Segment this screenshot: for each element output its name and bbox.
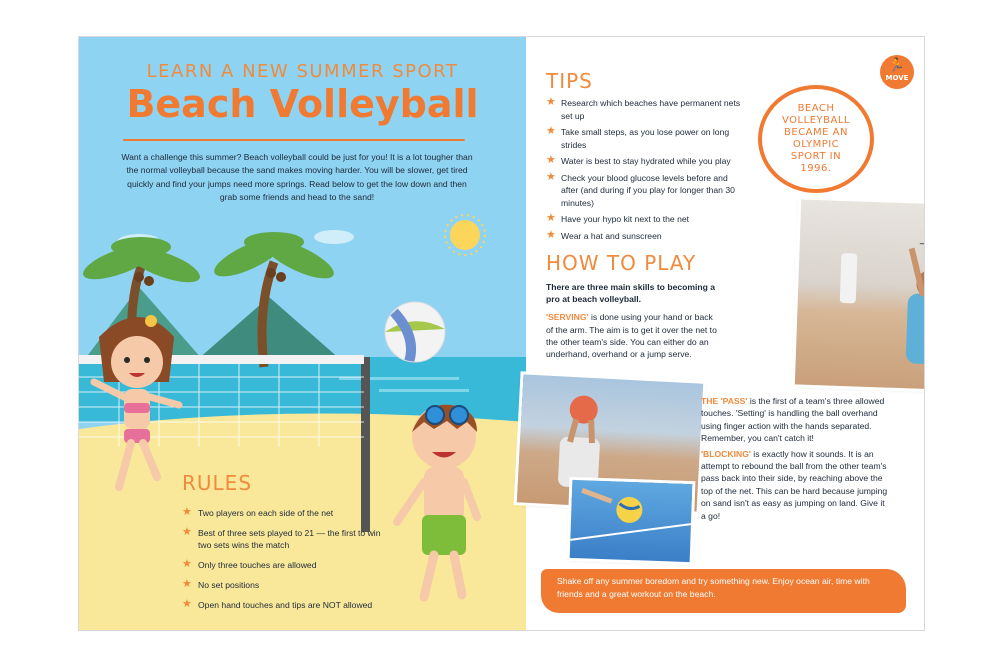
list-item: ★ Research which beaches have permanent nets set up bbox=[546, 96, 741, 121]
pass-paragraph: THE 'PASS' is the first of a team's three allowed touches. 'Setting' is handling the ball overhand using finger action with the hands separated. Remember, you can't catch it! bbox=[701, 396, 885, 444]
volleyball-icon bbox=[385, 302, 445, 362]
star-icon: ★ bbox=[546, 228, 556, 241]
star-icon: ★ bbox=[546, 125, 556, 137]
rules-heading: RULES bbox=[182, 471, 253, 495]
tips-list bbox=[546, 97, 746, 246]
list-item: ★ Two players on each side of the net bbox=[182, 506, 334, 518]
photo-boy-volleyball bbox=[795, 199, 924, 391]
list-item: ★ Best of three sets played to 21 — the first to win two sets wins the match bbox=[182, 526, 381, 550]
serving-paragraph: 'SERVING' is done using your hand or back of the arm. The aim is to get it over the net to the other team's side. You can either do an underhand, overhand or a jump serve. bbox=[546, 312, 717, 360]
star-icon: ★ bbox=[546, 212, 556, 224]
howto-intro: There are three main skills to becoming a pro at beach volleyball. bbox=[546, 282, 716, 305]
star-icon: ★ bbox=[546, 170, 556, 183]
runner-icon: 🏃 bbox=[888, 58, 906, 73]
sun-icon bbox=[450, 220, 480, 250]
star-icon: ★ bbox=[546, 154, 556, 166]
kicker: LEARN A NEW SUMMER SPORT bbox=[146, 61, 459, 82]
magazine-spread bbox=[79, 37, 924, 630]
list-item: ★ Open hand touches and tips are NOT allowed bbox=[182, 598, 373, 610]
star-icon: ★ bbox=[182, 578, 192, 590]
list-item: ★ Wear a hat and sunscreen bbox=[546, 228, 662, 241]
pass-blocking-text bbox=[701, 395, 891, 525]
list-item: ★ Have your hypo kit next to the net bbox=[546, 212, 690, 224]
list-item: ★ Water is best to stay hydrated while you play bbox=[546, 154, 731, 166]
star-icon: ★ bbox=[182, 558, 192, 570]
list-item: ★ Take small steps, as you lose power on long strides bbox=[546, 125, 730, 150]
left-page bbox=[79, 37, 526, 630]
intro-paragraph: Want a challenge this summer? Beach volleyball could be just for you! It is a lot tougher than the normal volleyball because the sand makes moving harder. You will be slower, get tired quickly and find your jumps need more springs. Read below to get the low down and then grab some friends and head to the sand! bbox=[121, 152, 473, 203]
star-icon: ★ bbox=[182, 506, 192, 518]
star-icon: ★ bbox=[182, 526, 192, 538]
how-to-play-text bbox=[546, 281, 722, 366]
star-icon: ★ bbox=[182, 598, 192, 610]
move-badge: 🏃 MOVE bbox=[880, 55, 914, 89]
blocking-paragraph: 'BLOCKING' is exactly how it sounds. It is an attempt to rebound the ball from the other team's pass back into their side, by reaching above the top of the net. This can be hard because jumping on sand isn't as easy as jumping on land. Give it a go! bbox=[701, 448, 888, 521]
list-item: ★ Only three touches are allowed bbox=[182, 558, 317, 570]
title-underline bbox=[123, 139, 465, 141]
olympic-fact-circle bbox=[758, 85, 874, 193]
list-item: ★ No set positions bbox=[182, 578, 260, 590]
photo-blocking bbox=[570, 480, 693, 562]
page-title: Beach Volleyball bbox=[126, 82, 479, 126]
star-icon: ★ bbox=[546, 96, 556, 108]
tips-heading: TIPS bbox=[546, 69, 593, 93]
fact-text: BEACH VOLLEYBALL BECAME AN OLYMPIC SPORT IN 1996. bbox=[782, 103, 850, 174]
rules-list bbox=[182, 507, 382, 619]
footer-banner: Shake off any summer boredom and try something new. Enjoy ocean air, time with friends and a great workout on the beach. bbox=[541, 569, 906, 613]
list-item: ★ Check your blood glucose levels before and after (and during if you play for longer than 30 minutes) bbox=[546, 170, 735, 208]
right-page bbox=[526, 37, 924, 630]
how-to-play-heading: HOW TO PLAY bbox=[546, 251, 697, 275]
